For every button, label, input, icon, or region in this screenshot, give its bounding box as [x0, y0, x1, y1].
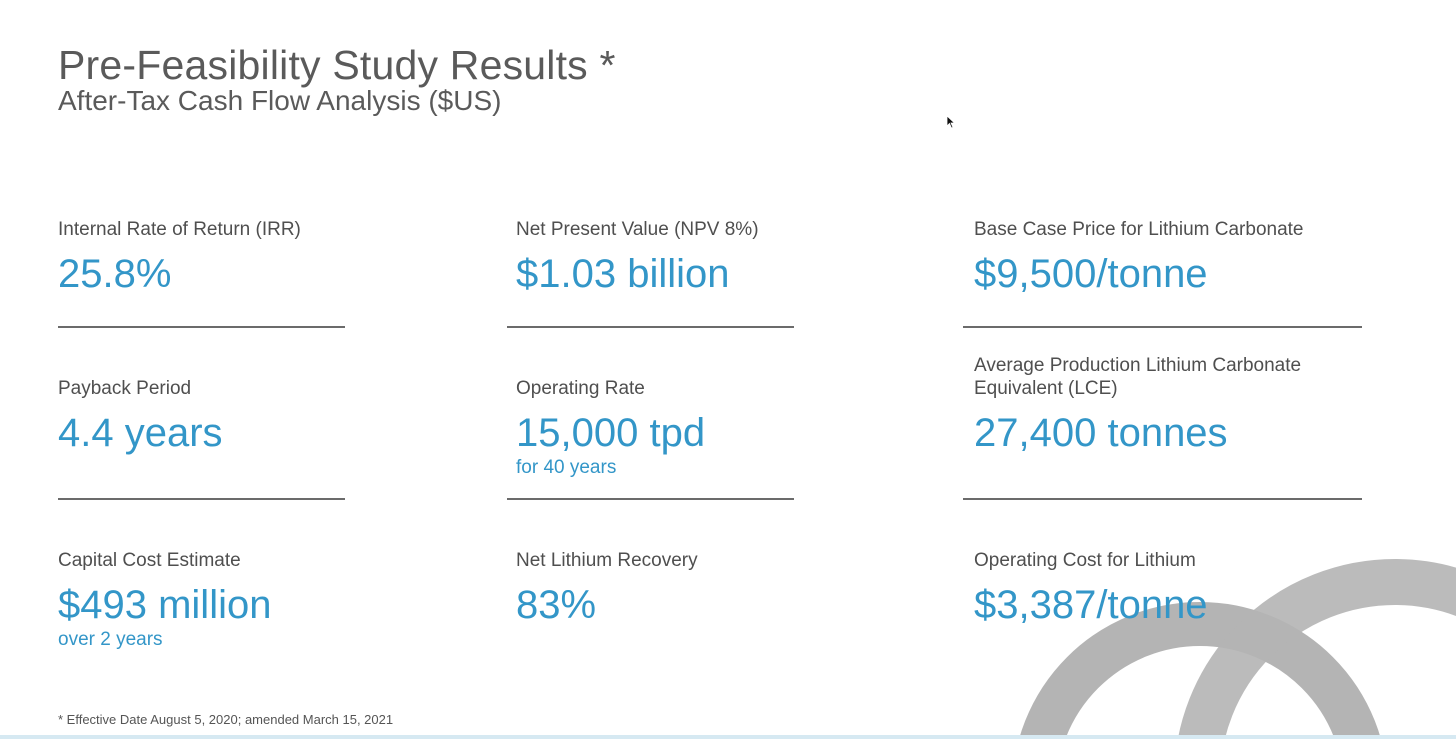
metric-irr: [58, 218, 301, 296]
page-subtitle: After-Tax Cash Flow Analysis ($US): [58, 85, 502, 116]
divider: [507, 326, 794, 328]
metric-value: $493 million: [58, 583, 272, 627]
metric-value: $1.03 billion: [516, 252, 730, 296]
footnote: * Effective Date August 5, 2020; amended March 15, 2021: [58, 712, 394, 727]
page-title: Pre-Feasibility Study Results *: [58, 42, 616, 88]
divider: [507, 498, 794, 500]
metric-note: for 40 years: [516, 457, 617, 478]
divider: [58, 498, 345, 500]
metric-payback: [58, 377, 223, 455]
metric-opex: [974, 549, 1208, 627]
metric-value: 4.4 years: [58, 411, 223, 455]
metric-label: Internal Rate of Return (IRR): [58, 219, 301, 240]
metric-label-line1: Average Production Lithium Carbonate: [974, 355, 1302, 376]
metric-value: 15,000 tpd: [516, 411, 706, 455]
metric-value: $9,500/tonne: [974, 252, 1208, 296]
metric-operating-rate: [516, 377, 706, 478]
metric-label: Operating Cost for Lithium: [974, 550, 1196, 571]
mouse-pointer-icon: [946, 115, 956, 129]
metric-value: 83%: [516, 583, 597, 627]
metric-base-price: [974, 218, 1304, 296]
divider: [963, 326, 1362, 328]
metric-label: Payback Period: [58, 378, 192, 399]
divider: [58, 326, 345, 328]
metric-note: over 2 years: [58, 629, 163, 650]
bottom-accent-line: [0, 735, 1456, 739]
metric-value: 25.8%: [58, 252, 172, 296]
metric-value: 27,400 tonnes: [974, 411, 1228, 455]
metric-value: $3,387/tonne: [974, 583, 1208, 627]
metric-label: Net Lithium Recovery: [516, 550, 698, 571]
metric-label: Base Case Price for Lithium Carbonate: [974, 219, 1304, 240]
metric-avg-production: [974, 354, 1302, 455]
metric-label: Capital Cost Estimate: [58, 550, 241, 571]
metric-recovery: [516, 549, 698, 627]
divider: [963, 498, 1362, 500]
metric-npv: [516, 218, 759, 296]
metric-label: Net Present Value (NPV 8%): [516, 219, 759, 240]
metric-label: Operating Rate: [516, 378, 645, 399]
metric-capex: [58, 549, 272, 650]
metric-label-line2: Equivalent (LCE): [974, 378, 1118, 399]
